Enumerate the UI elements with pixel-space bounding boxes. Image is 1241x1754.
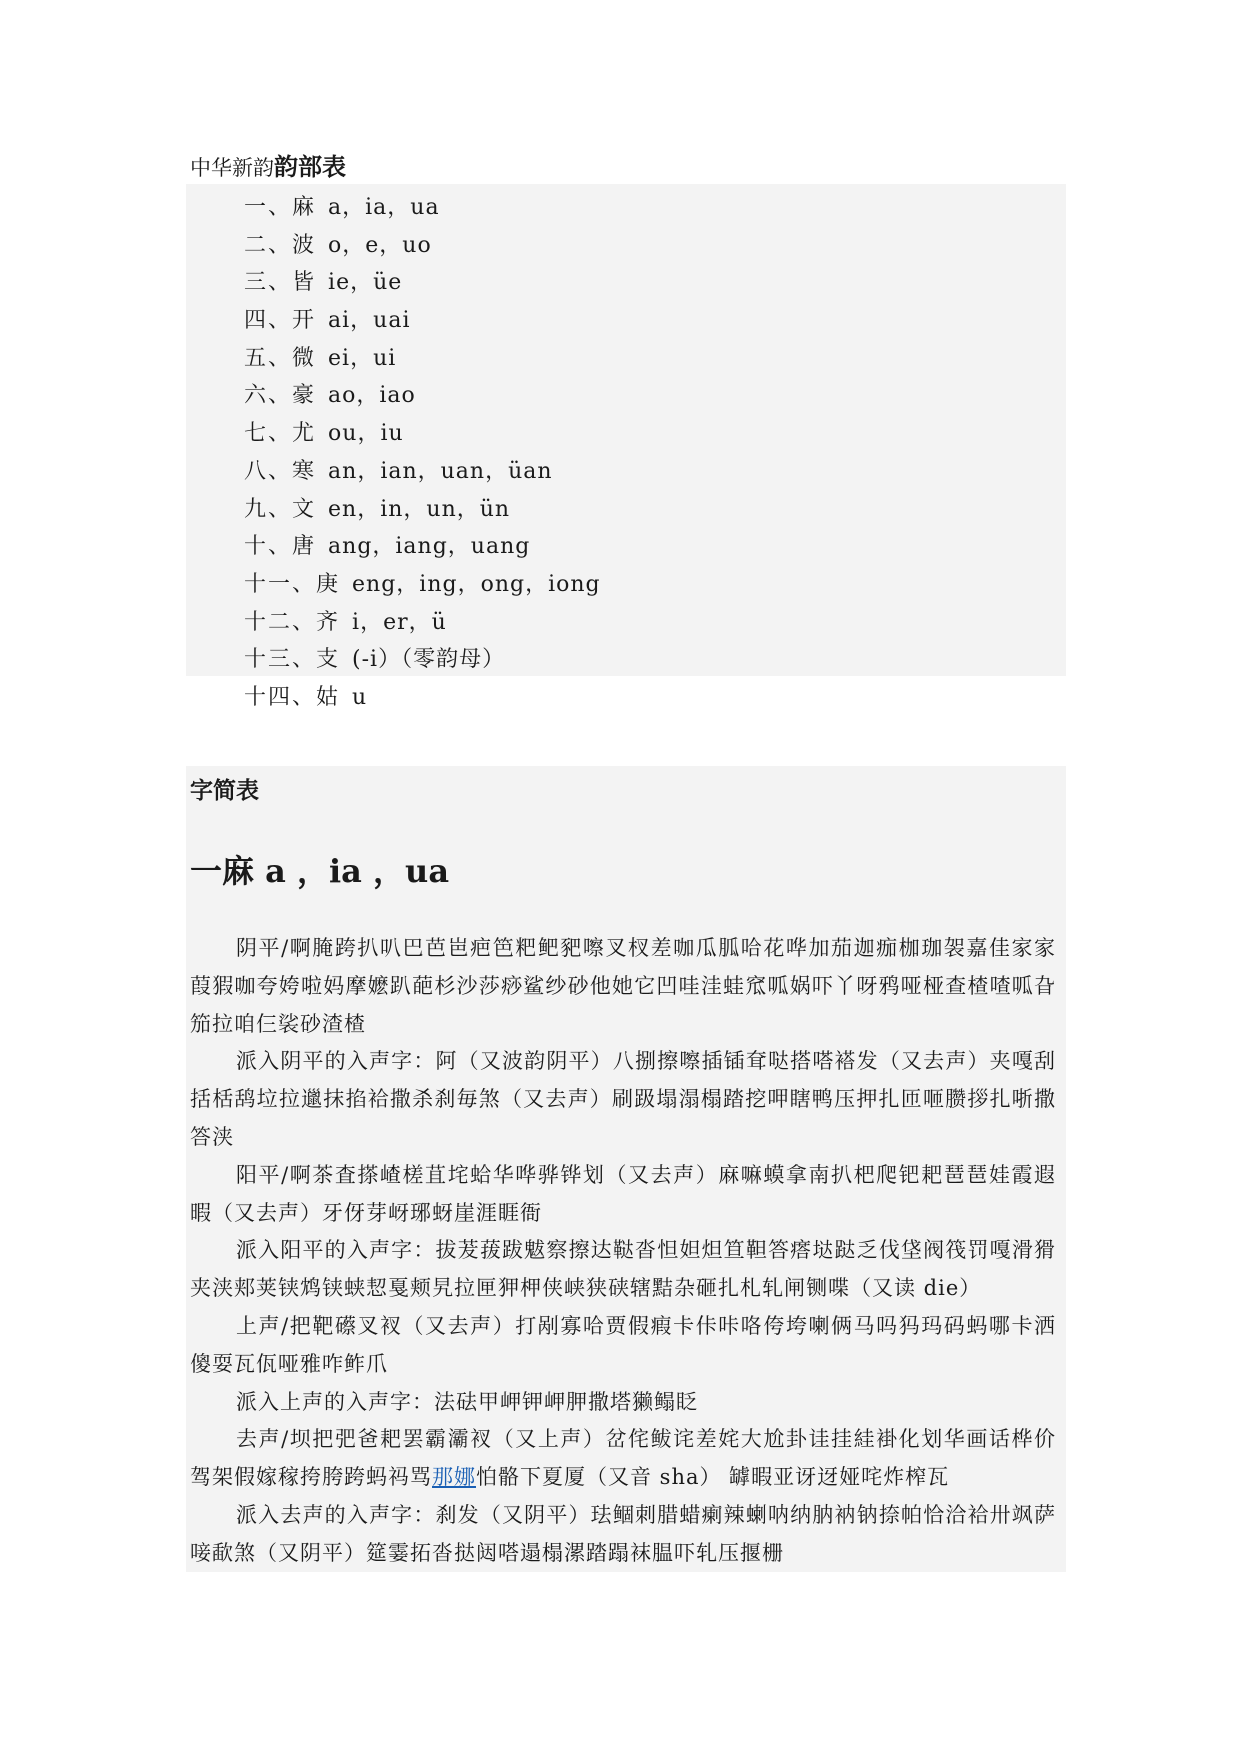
rhyme-item: 九、文 en，in，un，ün (244, 496, 511, 522)
rhyme-item: 十、唐 ang，iang，uang (244, 534, 531, 560)
paragraph-shangsheng: 上声/把靶礤叉衩（又去声）打剐寡哈贾假瘕卡佧咔咯侉垮喇俩马吗犸玛码蚂哪卡洒傻耍瓦佤哑雅咋鲊爪 (190, 1313, 1056, 1376)
section-heading: 一麻 a ，ia ，ua (190, 852, 450, 890)
rhyme-item: 七、尤 ou，iu (244, 421, 404, 447)
nana-link[interactable]: 那娜 (432, 1465, 476, 1490)
rhyme-item: 十一、庚 eng，ing，ong，iong (244, 571, 601, 597)
rhyme-item: 十二、齐 i，er，ü (244, 609, 447, 635)
rhyme-item: 二、波 o，e，uo (244, 232, 432, 258)
paragraph-rusheng-yangping: 派入阳平的入声字：拔茇菝跋魃察擦达鞑沓怛妲炟笪靼答瘩垯跶乏伐垡阀筏罚嘎滑猾夹浃郏荚铗鸩铗蛱恝戛颊旯拉匣狎柙侠峡狭硖辖黠杂砸扎札轧闸铡喋（又读 die） (190, 1238, 1056, 1301)
character-list-body (190, 930, 1056, 1573)
rhyme-item: 十三、支 (-i）（零韵母） (244, 647, 506, 673)
qusheng-text-a: 去声/坝把弝爸耙罢霸灞衩（又上声）岔侘鲅诧差姹大尬卦诖挂絓褂化划华画话桦价驾架假嫁稼挎胯跨蚂祃骂 (190, 1427, 1056, 1490)
rhyme-item: 六、豪 ao，iao (244, 383, 416, 409)
page-title (190, 150, 346, 186)
page-title-bold: 韵部表 (274, 152, 346, 181)
character-table-title: 字简表 (190, 777, 259, 804)
rhyme-list (244, 189, 601, 717)
paragraph-rusheng-qusheng: 派入去声的入声字：刹发（又阴平）珐鲴刺腊蜡瘌辣蝲呐纳肭衲钠捺帕恰洽袷卅飒萨唼歃煞（又阴平）筵霎拓沓挞闼嗒遢榻漯踏蹋袜腽吓轧压揠栅 (190, 1502, 1056, 1565)
rhyme-item: 一、麻 a，ia，ua (244, 195, 440, 220)
paragraph-rusheng-yinping: 派入阴平的入声字：阿（又波韵阴平）八捌擦嚓插锸耷哒搭嗒褡发（又去声）夹嘎刮括栝鸹垃拉邋抹掐袷撒杀刹毎煞（又去声）刷趿塌溻榻踏挖呷瞎鸭压押扎匝咂臜拶扎哳撒答浃 (190, 1049, 1056, 1149)
page-title-prefix: 中华新韵 (190, 156, 274, 180)
paragraph-rusheng-shangsheng: 派入上声的入声字：法砝甲岬钾岬胛撒塔獭鳎眨 (236, 1389, 698, 1414)
paragraph-yangping: 阳平/啊茶査搽嵖槎苴垞蛤华哗骅铧划（又去声）麻嘛蟆拿南扒杷爬钯耙琶琶娃霞遐暇（又去声）牙伢芽岈琊蚜崖涯睚衙 (190, 1162, 1056, 1225)
rhyme-item: 三、皆 ie，üe (244, 270, 403, 296)
rhyme-item: 五、微 ei，ui (244, 345, 397, 371)
paragraph-yinping: 阴平/啊腌跨扒叭巴芭岜疤笆粑鲃豝嚓叉杈差咖瓜胍哈花哗加茄迦痂枷珈袈嘉佳家家葭猳咖夸姱啦妈摩嬷趴葩杉沙莎痧鲨纱砂他她它凹哇洼蛙窊呱娲吓丫呀鸦哑桠查楂喳呱旮笳拉咱仨裟砂渣楂 (190, 936, 1056, 1036)
rhyme-item: 四、开 ai，uai (244, 308, 411, 334)
rhyme-item: 十四、姑 u (244, 684, 368, 710)
rhyme-item: 八、寒 an，ian，uan，üan (244, 458, 553, 484)
paragraph-qusheng (190, 1421, 1056, 1497)
qusheng-text-b: 怕骼下夏厦（又音 sha） 罅暇亚讶迓娅咤炸榨瓦 (476, 1465, 950, 1490)
